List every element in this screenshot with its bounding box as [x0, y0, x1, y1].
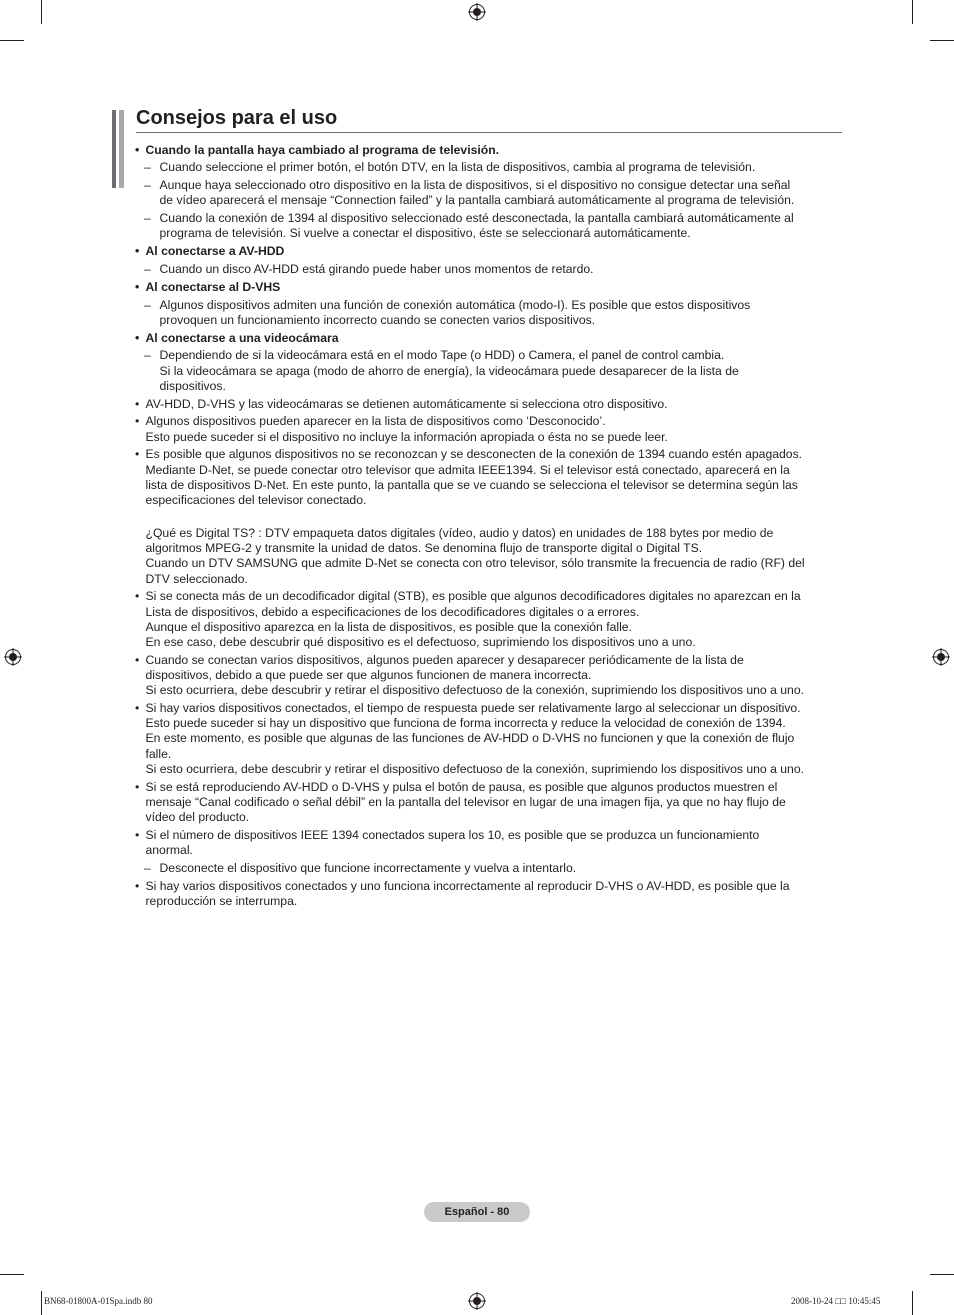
bullet-item — [132, 447, 844, 508]
page-title: Consejos para el uso — [136, 107, 338, 129]
text-line: • AV-HDD, D-VHS y las videocámaras se detienen automáticamente si selecciona otro dispositivo. — [145, 396, 668, 411]
text-line: especificaciones del televisor conectado. — [145, 492, 367, 507]
crop-mark — [0, 40, 24, 41]
text-line: En ese caso, debe descubrir qué dispositivo es el defectuoso, suprimiendo los dispositivos uno a uno. — [145, 634, 696, 649]
text-line: Si esto ocurriera, debe descubrir y retirar el dispositivo defectuoso de la conexión, suprimiendo los dispositivos uno a uno. — [145, 761, 804, 776]
dash-sub-item — [132, 861, 844, 876]
text-line: Esto puede suceder si hay un dispositivo que funciona de forma incorrecta y reduce la velocidad de conexión de 1394. — [145, 716, 786, 731]
text-line: • Al conectarse a una videocámara — [145, 330, 339, 345]
bullet-item — [132, 414, 844, 444]
bullet-item — [132, 589, 844, 650]
registration-mark-icon — [4, 648, 22, 666]
dash-sub-item — [132, 262, 844, 277]
text-line: de vídeo aparecerá el mensaje “Connection failed” y la pantalla cambiará automáticamente al programa de televisión. — [159, 193, 795, 208]
text-line: • Al conectarse al D-VHS — [145, 279, 281, 294]
text-line: reproducción se interrumpa. — [145, 893, 298, 908]
text-line: Aunque el dispositivo aparezca en la lista de dispositivos, es posible que la conexión falle. — [145, 619, 632, 634]
print-slug-right: 2008-10-24 □□ 10:45:45 — [791, 1296, 881, 1306]
title-divider — [136, 132, 842, 133]
crop-mark — [0, 1274, 24, 1275]
crop-mark — [912, 0, 913, 24]
text-line: – Algunos dispositivos admiten una función de conexión automática (modo-I). Es posible que estos dispositivos — [159, 297, 751, 312]
registration-mark-icon — [932, 648, 950, 666]
bullet-item — [132, 280, 844, 295]
text-line: • Si se está reproduciendo AV-HDD o D-VHS y pulsa el botón de pausa, es posible que algunos productos muestren el — [145, 779, 778, 794]
bullet-item — [132, 780, 844, 826]
bullet-item — [132, 331, 844, 346]
bullet-item — [132, 143, 844, 158]
text-line: • Algunos dispositivos pueden aparecer en la lista de dispositivos como ‘Desconocido’. — [145, 414, 606, 429]
crop-mark — [912, 1291, 913, 1315]
registration-mark-icon — [468, 1292, 486, 1310]
text-line: • Si se conecta más de un decodificador digital (STB), es posible que algunos decodificadores digitales no aparezcan en la — [145, 589, 801, 604]
text-line: Esto puede suceder si el dispositivo no incluye la información apropiada o ésta no se puede leer. — [145, 429, 668, 444]
page-number-badge: Español - 80 — [424, 1202, 530, 1222]
content-body — [132, 140, 844, 909]
dash-sub-item — [132, 178, 844, 208]
crop-mark — [930, 1274, 954, 1275]
paragraph — [132, 526, 844, 587]
text-line: DTV seleccionado. — [145, 571, 248, 586]
text-line: dispositivos, debido a que puede ser que algunos funcionen de manera incorrecta. — [145, 667, 592, 682]
dash-sub-item — [132, 348, 844, 394]
text-line: • Cuando la pantalla haya cambiado al programa de televisión. — [145, 142, 500, 157]
text-line: mensaje “Canal codificado o señal débil” en la pantalla del televisor en lugar de una imagen fija, ya que no hay flujo de — [145, 794, 786, 809]
crop-mark — [41, 0, 42, 24]
text-line: – Desconecte el dispositivo que funcione incorrectamente y vuelva a intentarlo. — [159, 860, 577, 875]
text-line: provoquen un funcionamiento incorrecto cuando se conecten varios dispositivos. — [159, 312, 596, 327]
title-accent-bar — [112, 110, 126, 188]
text-line: En este momento, es posible que algunas de las funciones de AV-HDD o D-VHS no funcionen y que la conexión de flujo — [145, 731, 795, 746]
registration-mark-icon — [468, 3, 486, 21]
text-line: Lista de dispositivos, debido a especificaciones de los decodificadores digitales o a errores. — [145, 604, 640, 619]
bullet-item — [132, 244, 844, 259]
text-line: – Aunque haya seleccionado otro dispositivo en la lista de dispositivos, si el dispositivo no consigue detectar una señal — [159, 178, 791, 193]
text-line: – Cuando la conexión de 1394 al dispositivo seleccionado esté desconectada, la pantalla cambiará automáticamente al — [159, 211, 794, 226]
text-line: anormal. — [145, 843, 193, 857]
text-line: lista de dispositivos D-Net. En este punto, la pantalla que se ve cuando se selecciona el televisor se determina según las — [145, 477, 798, 492]
text-line: – Cuando seleccione el primer botón, el botón DTV, en la lista de dispositivos, cambia al programa de televisión. — [159, 160, 756, 175]
text-line: • Si hay varios dispositivos conectados, el tiempo de respuesta puede ser relativamente largo al seleccionar un dispositivo. — [145, 700, 801, 715]
dash-sub-item — [132, 211, 844, 241]
dash-sub-item — [132, 298, 844, 328]
text-line: – Dependiendo de si la videocámara está en el modo Tape (o HDD) o Camera, el panel de control cambia. — [159, 348, 725, 363]
text-line: • Es posible que algunos dispositivos no se reconozcan y se desconecten de la conexión de 1394 cuando estén apagados. — [145, 447, 803, 462]
paragraph-spacer — [132, 508, 844, 523]
text-line: vídeo del producto. — [145, 810, 250, 824]
text-line: dispositivos. — [159, 378, 226, 393]
text-line: • Si hay varios dispositivos conectados y uno funciona incorrectamente al reproducir D-VHS o AV-HDD, es posible que la — [145, 878, 790, 893]
text-line: • Al conectarse a AV-HDD — [145, 244, 285, 259]
text-line: • Si el número de dispositivos IEEE 1394 conectados supera los 10, es posible que se produzca un funcionamiento — [145, 827, 760, 842]
text-line: Mediante D-Net, se puede conectar otro televisor que admita IEEE1394. Si el televisor está conectado, aparecerá en la — [145, 462, 790, 477]
print-slug-left: BN68-01800A-01Spa.indb 80 — [44, 1296, 153, 1306]
text-line: Si la videocámara se apaga (modo de ahorro de energía), la videocámara puede desaparecer de la lista de — [159, 363, 739, 378]
dash-sub-item — [132, 160, 844, 175]
bullet-item — [132, 701, 844, 777]
bullet-item — [132, 879, 844, 909]
text-line: programa de televisión. Si vuelve a conectar el dispositivo, éste se seleccionará automáticamente. — [159, 226, 691, 241]
text-line: Cuando un DTV SAMSUNG que admite D-Net se conecta con otro televisor, sólo transmite la frecuencia de radio (RF) del — [145, 556, 805, 571]
crop-mark — [41, 1291, 42, 1315]
bullet-item — [132, 653, 844, 699]
bullet-item — [132, 397, 844, 412]
crop-mark — [930, 40, 954, 41]
text-line: algoritmos MPEG-2 y transmite la unidad de datos. Se denomina flujo de transporte digital o Digital TS. — [145, 541, 703, 556]
text-line: falle. — [145, 746, 172, 761]
text-line: Si esto ocurriera, debe descubrir y retirar el dispositivo defectuoso de la conexión, suprimiendo los dispositivos uno a uno. — [145, 683, 804, 698]
bullet-item — [132, 828, 844, 858]
text-line: ¿Qué es Digital TS? : DTV empaqueta datos digitales (vídeo, audio y datos) en unidades de 188 bytes por medio de — [145, 525, 774, 540]
text-line: • Cuando se conectan varios dispositivos, algunos pueden aparecer y desaparecer periódicamente de la lista de — [145, 652, 744, 667]
text-line: – Cuando un disco AV-HDD está girando puede haber unos momentos de retardo. — [159, 261, 594, 276]
